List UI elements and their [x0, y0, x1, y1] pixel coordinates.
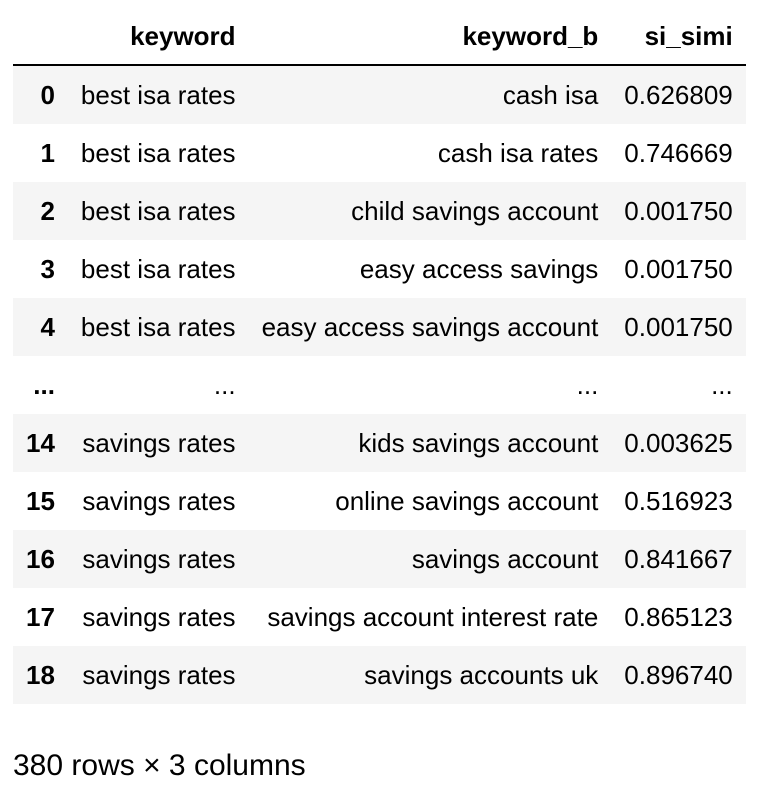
column-header-keyword-b: keyword_b [462, 21, 599, 51]
keyword-cell: best isa rates [80, 196, 236, 226]
si-simi-cell: 0.896740 [624, 660, 733, 690]
table-row [13, 356, 746, 414]
index-column-header [13, 8, 68, 65]
keyword-cell: best isa rates [80, 254, 236, 284]
si-simi-cell: 0.003625 [624, 428, 733, 458]
si-simi-cell: 0.746669 [624, 138, 733, 168]
keyword-cell: savings rates [82, 486, 236, 516]
table-row [13, 588, 746, 646]
keyword-cell: savings rates [82, 602, 236, 632]
keyword-b-cell: cash isa rates [437, 138, 599, 168]
si-simi-cell: 0.865123 [624, 602, 733, 632]
dataframe-body [13, 65, 746, 704]
si-simi-cell: 0.626809 [624, 80, 733, 110]
keyword-b-cell: savings accounts uk [364, 660, 599, 690]
row-index-cell: 0 [40, 80, 55, 110]
keyword-b-cell: child savings account [351, 196, 599, 226]
table-row [13, 298, 746, 356]
table-row [13, 530, 746, 588]
table-row [13, 65, 746, 124]
dataframe-shape-summary: 380 rows × 3 columns [13, 749, 306, 782]
keyword-b-cell: savings account [411, 544, 599, 574]
row-index-cell: 14 [26, 428, 55, 458]
row-index-cell: 3 [40, 254, 55, 284]
table-row [13, 414, 746, 472]
keyword-cell: best isa rates [80, 80, 236, 110]
si-simi-cell: 0.001750 [624, 196, 733, 226]
row-index-cell: 1 [40, 138, 55, 168]
row-index-cell: 2 [40, 196, 55, 226]
si-simi-cell: ... [711, 370, 733, 400]
dataframe-header [13, 8, 746, 65]
row-index-cell: 16 [26, 544, 55, 574]
keyword-b-cell: cash isa [502, 80, 599, 110]
table-row [13, 124, 746, 182]
keyword-cell: savings rates [82, 544, 236, 574]
row-index-cell: ... [33, 370, 55, 400]
keyword-b-cell: easy access savings account [261, 312, 599, 342]
si-simi-cell: 0.841667 [624, 544, 733, 574]
si-simi-cell: 0.001750 [624, 254, 733, 284]
table-row [13, 472, 746, 530]
keyword-b-cell: easy access savings [359, 254, 599, 284]
keyword-cell: best isa rates [80, 138, 236, 168]
dataframe-table [13, 8, 746, 704]
keyword-b-cell: ... [576, 370, 599, 400]
keyword-cell: savings rates [82, 428, 236, 458]
si-simi-cell: 0.516923 [624, 486, 733, 516]
si-simi-cell: 0.001750 [624, 312, 733, 342]
table-row [13, 240, 746, 298]
keyword-b-cell: savings account interest rate [267, 602, 599, 632]
table-row [13, 646, 746, 704]
column-header-si-simi: si_simi [644, 21, 733, 51]
row-index-cell: 18 [26, 660, 55, 690]
keyword-b-cell: kids savings account [358, 428, 599, 458]
keyword-cell: savings rates [82, 660, 236, 690]
row-index-cell: 17 [26, 602, 55, 632]
keyword-b-cell: online savings account [335, 486, 599, 516]
header-row [13, 8, 746, 65]
row-index-cell: 4 [40, 312, 55, 342]
column-header-keyword: keyword [130, 21, 236, 51]
keyword-cell: best isa rates [80, 312, 236, 342]
row-index-cell: 15 [26, 486, 55, 516]
keyword-cell: ... [213, 370, 236, 400]
table-row [13, 182, 746, 240]
